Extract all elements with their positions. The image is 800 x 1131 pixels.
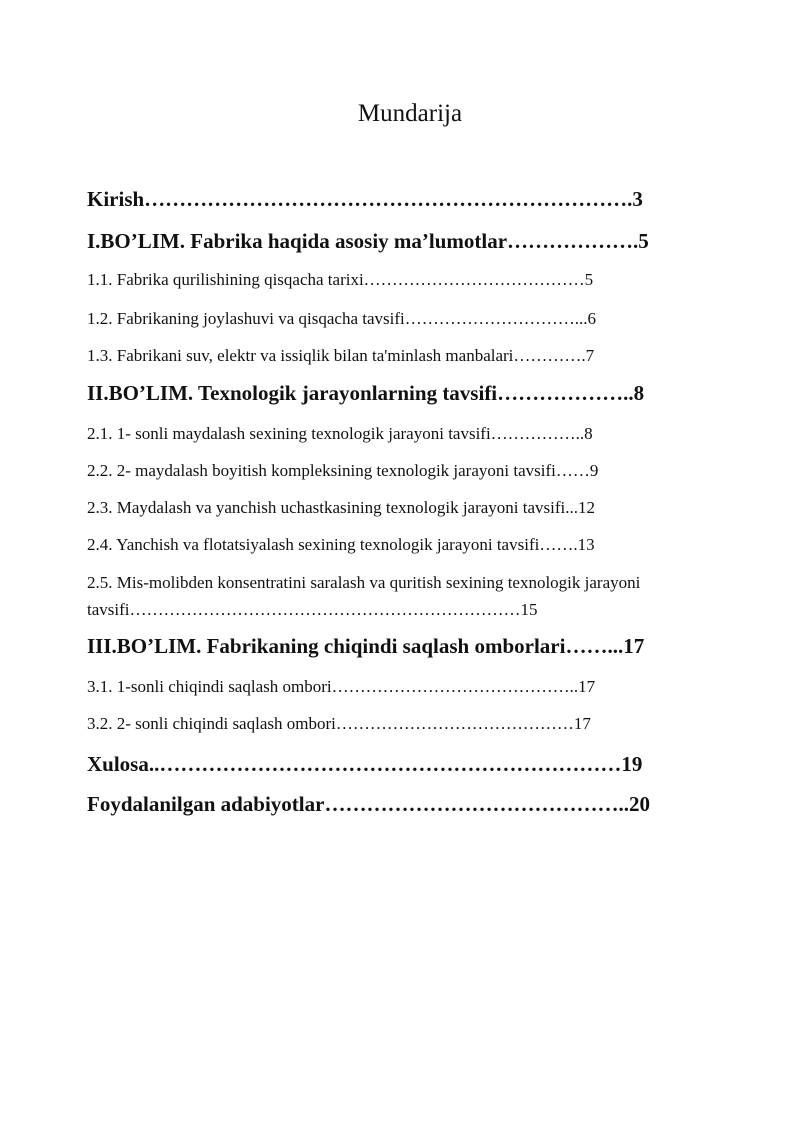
toc-entry-2-1[interactable]: 2.1. 1- sonli maydalash sexining texnologik jarayoni tavsifi……………..8: [87, 424, 593, 443]
toc-entry-1-1[interactable]: 1.1. Fabrika qurilishining qisqacha tarixi…………………………………5: [87, 270, 594, 289]
toc-entry-2-3[interactable]: 2.3. Maydalash va yanchish uchastkasining texnologik jarayoni tavsifi...12: [87, 498, 596, 517]
toc-entry-3-1[interactable]: 3.1. 1-sonli chiqindi saqlash ombori……………………………………..17: [87, 677, 596, 696]
toc-entry-3-2[interactable]: 3.2. 2- sonli chiqindi saqlash ombori……………………………………17: [87, 714, 591, 733]
toc-entry-adabiyotlar[interactable]: Foydalanilgan adabiyotlar……………………………………..20: [87, 792, 650, 816]
toc-entry-2-5[interactable]: 2.5. Mis-molibden konsentratini saralash va quritish sexining texnologik jarayoni tavsifi……………………………………………………………15: [87, 573, 641, 619]
toc-entry-1-3[interactable]: 1.3. Fabrikani suv, elektr va issiqlik bilan ta'minlash manbalari………….7: [87, 346, 595, 365]
document-title: Mundarija: [357, 100, 463, 127]
toc-entry-chapter-2[interactable]: II.BO’LIM. Texnologik jarayonlarning tavsifi………………..8: [87, 381, 645, 405]
toc-entry-kirish[interactable]: Kirish…………………………………………………………….3: [87, 187, 643, 211]
toc-entry-2-2[interactable]: 2.2. 2- maydalash boyitish kompleksining texnologik jarayoni tavsifi……9: [87, 461, 599, 480]
toc-entry-chapter-1[interactable]: I.BO’LIM. Fabrika haqida asosiy ma’lumotlar……………….5: [87, 229, 649, 253]
toc-entry-chapter-3[interactable]: III.BO’LIM. Fabrikaning chiqindi saqlash omborlari……...17: [87, 634, 645, 658]
toc-entry-2-4[interactable]: 2.4. Yanchish va flotatsiyalash sexining texnologik jarayoni tavsifi…….13: [87, 535, 595, 554]
toc-entry-1-2[interactable]: 1.2. Fabrikaning joylashuvi va qisqacha tavsifi…………………………...6: [87, 309, 596, 328]
toc-entry-xulosa[interactable]: Xulosa..…………………………………………………………19: [87, 752, 643, 776]
